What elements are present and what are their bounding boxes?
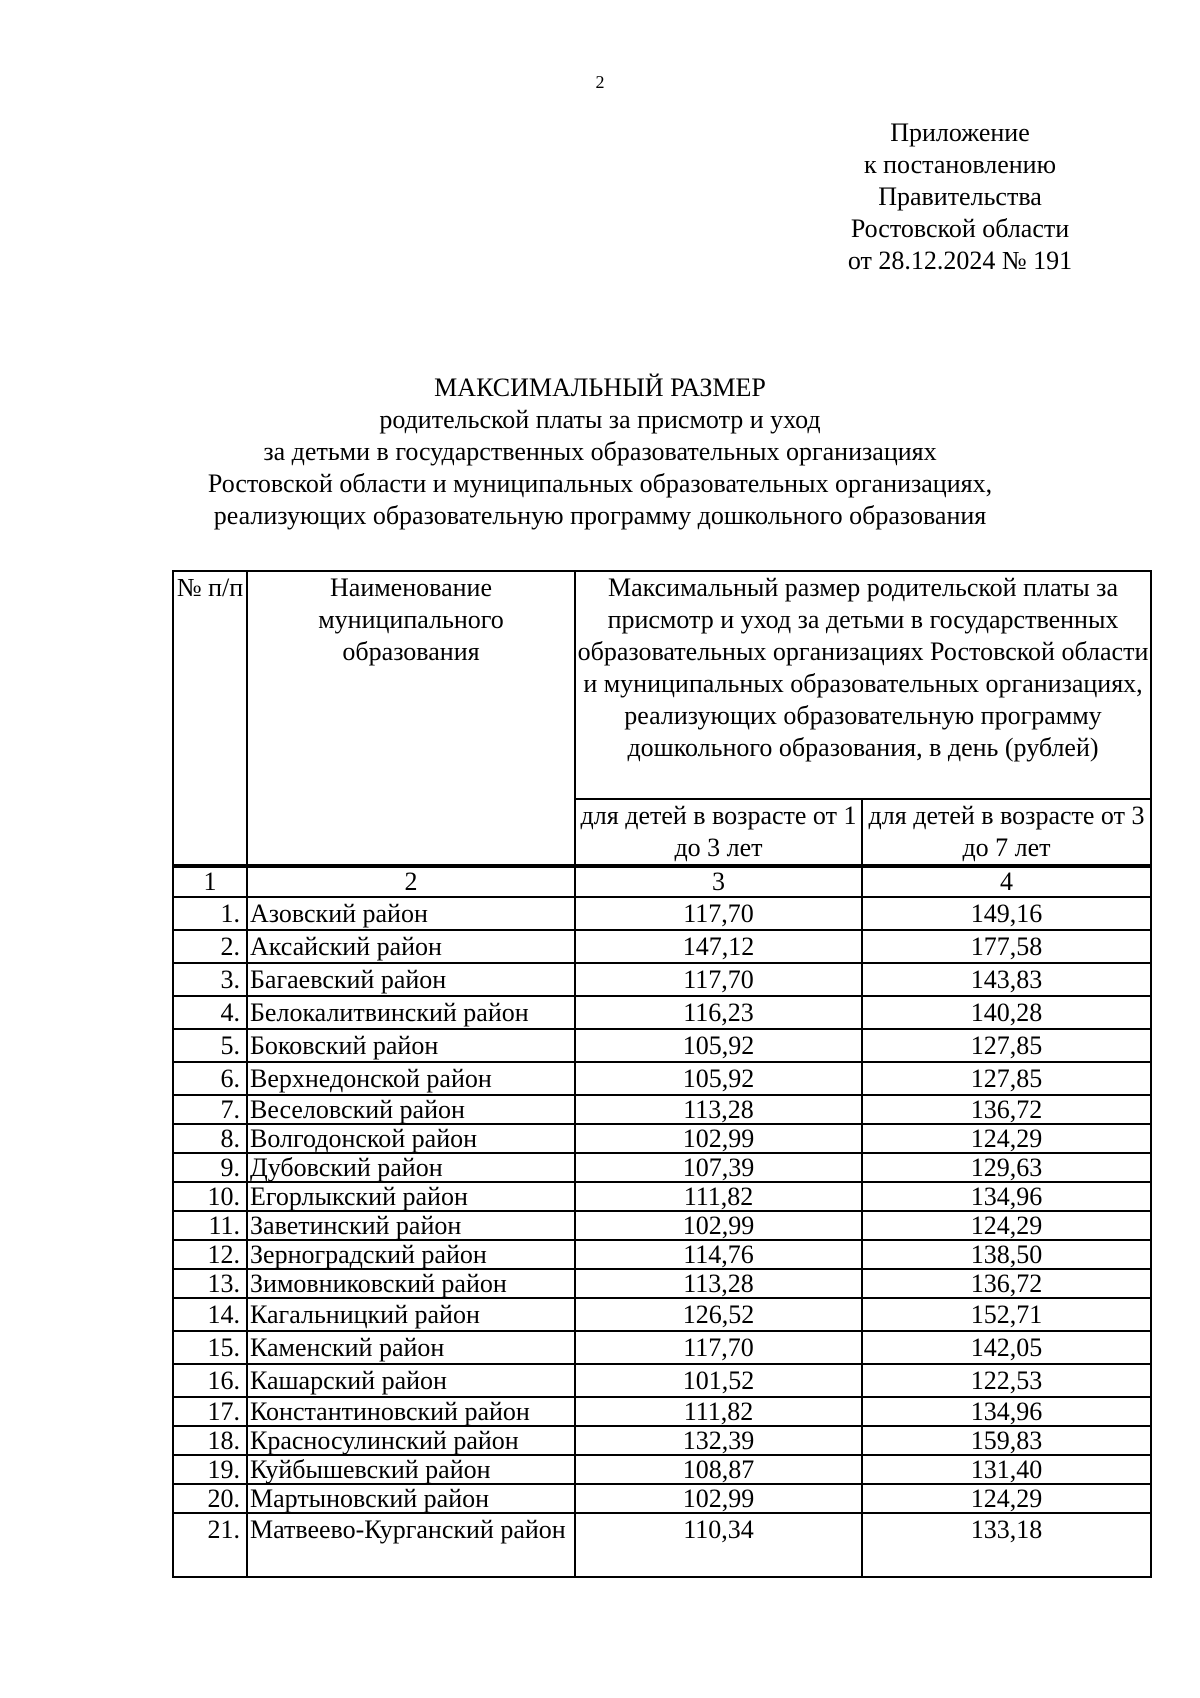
row-number: 8.: [173, 1124, 247, 1153]
table-row: [173, 1484, 1151, 1513]
row-number: 5.: [173, 1029, 247, 1062]
fee-age-1-3: 102,99: [575, 1211, 862, 1240]
fee-age-1-3: 101,52: [575, 1364, 862, 1397]
municipality-name: Веселовский район: [247, 1095, 575, 1124]
title-line: Ростовской области и муниципальных образовательных организациях,: [207, 469, 993, 498]
fee-age-3-7: 127,85: [862, 1029, 1151, 1062]
column-number: 4: [862, 866, 1151, 897]
fee-age-1-3: 147,12: [575, 930, 862, 963]
municipality-name: Азовский район: [247, 897, 575, 930]
title-line: реализующих образовательную программу дошкольного образования: [213, 501, 987, 530]
fee-age-3-7: 124,29: [862, 1124, 1151, 1153]
municipality-name: Волгодонской район: [247, 1124, 575, 1153]
fee-age-3-7: 136,72: [862, 1095, 1151, 1124]
fee-age-3-7: 138,50: [862, 1240, 1151, 1269]
fee-age-3-7: 124,29: [862, 1211, 1151, 1240]
document-title: [150, 372, 1050, 532]
fee-age-1-3: 113,28: [575, 1095, 862, 1124]
fee-age-1-3: 108,87: [575, 1455, 862, 1484]
row-number: 13.: [173, 1269, 247, 1298]
row-number: 18.: [173, 1426, 247, 1455]
municipality-name: Кашарский район: [247, 1364, 575, 1397]
fee-age-1-3: 111,82: [575, 1182, 862, 1211]
row-number: 9.: [173, 1153, 247, 1182]
fee-age-3-7: 122,53: [862, 1364, 1151, 1397]
header-number: № п/п: [173, 571, 247, 866]
table-row: [173, 1153, 1151, 1182]
row-number: 15.: [173, 1331, 247, 1364]
fee-age-3-7: 149,16: [862, 897, 1151, 930]
row-number: 7.: [173, 1095, 247, 1124]
row-number: 19.: [173, 1455, 247, 1484]
row-number: 3.: [173, 963, 247, 996]
fee-age-1-3: 116,23: [575, 996, 862, 1029]
municipality-name: Матвеево-Курганский район: [247, 1513, 575, 1577]
fee-age-3-7: 127,85: [862, 1062, 1151, 1095]
column-number: 2: [247, 866, 575, 897]
fee-age-3-7: 140,28: [862, 996, 1151, 1029]
fee-age-1-3: 117,70: [575, 1331, 862, 1364]
fee-age-1-3: 107,39: [575, 1153, 862, 1182]
fee-age-3-7: 159,83: [862, 1426, 1151, 1455]
fee-age-3-7: 143,83: [862, 963, 1151, 996]
municipality-name: Кагальницкий район: [247, 1298, 575, 1331]
title-line: за детьми в государственных образовательных организациях: [263, 437, 937, 466]
appendix-line: Правительства: [878, 182, 1042, 211]
table-row: [173, 1397, 1151, 1426]
municipality-name: Зимовниковский район: [247, 1269, 575, 1298]
row-number: 6.: [173, 1062, 247, 1095]
fee-age-1-3: 132,39: [575, 1426, 862, 1455]
row-number: 17.: [173, 1397, 247, 1426]
table-row: [173, 1182, 1151, 1211]
row-number: 1.: [173, 897, 247, 930]
municipality-name: Мартыновский район: [247, 1484, 575, 1513]
municipality-name: Багаевский район: [247, 963, 575, 996]
row-number: 10.: [173, 1182, 247, 1211]
fee-age-1-3: 105,92: [575, 1062, 862, 1095]
row-number: 16.: [173, 1364, 247, 1397]
title-line: родительской платы за присмотр и уход: [379, 405, 821, 434]
fee-age-3-7: 134,96: [862, 1182, 1151, 1211]
fees-table: [172, 570, 1152, 1578]
table-row: [173, 1269, 1151, 1298]
municipality-name: Константиновский район: [247, 1397, 575, 1426]
fee-age-3-7: 152,71: [862, 1298, 1151, 1331]
municipality-name: Верхнедонской район: [247, 1062, 575, 1095]
row-number: 12.: [173, 1240, 247, 1269]
municipality-name: Заветинский район: [247, 1211, 575, 1240]
fee-age-3-7: 142,05: [862, 1331, 1151, 1364]
row-number: 2.: [173, 930, 247, 963]
fee-age-1-3: 102,99: [575, 1124, 862, 1153]
municipality-name: Аксайский район: [247, 930, 575, 963]
fee-age-1-3: 110,34: [575, 1513, 862, 1577]
fee-age-1-3: 114,76: [575, 1240, 862, 1269]
fee-age-3-7: 134,96: [862, 1397, 1151, 1426]
municipality-name: Егорлыкский район: [247, 1182, 575, 1211]
fee-age-1-3: 117,70: [575, 897, 862, 930]
fee-age-3-7: 124,29: [862, 1484, 1151, 1513]
table-row: [173, 1513, 1151, 1577]
appendix-line: Ростовской области: [850, 214, 1070, 243]
municipality-name: Белокалитвинский район: [247, 996, 575, 1029]
header-age-3-7: для детей в возрасте от 3 до 7 лет: [862, 799, 1151, 866]
table-row: [173, 1364, 1151, 1397]
header-max-fee: Максимальный размер родительской платы за присмотр и уход за детьми в государственных образовательных организациях Ростовской области и муниципальных образовательных организациях, реализующих образовательную программу дошкольного образования, в день (рублей): [575, 571, 1151, 799]
fee-age-1-3: 117,70: [575, 963, 862, 996]
fee-age-1-3: 126,52: [575, 1298, 862, 1331]
appendix-line: Приложение: [890, 118, 1030, 147]
fee-age-1-3: 113,28: [575, 1269, 862, 1298]
table-row: [173, 963, 1151, 996]
title-line: МАКСИМАЛЬНЫЙ РАЗМЕР: [434, 373, 766, 402]
table-row: [173, 1124, 1151, 1153]
table-row: [173, 1240, 1151, 1269]
municipality-name: Зерноградский район: [247, 1240, 575, 1269]
column-number: 1: [173, 866, 247, 897]
municipality-name: Красносулинский район: [247, 1426, 575, 1455]
row-number: 21.: [173, 1513, 247, 1577]
column-number-row: [173, 866, 1151, 897]
fee-age-1-3: 111,82: [575, 1397, 862, 1426]
table-row: [173, 1331, 1151, 1364]
fee-age-1-3: 105,92: [575, 1029, 862, 1062]
table-row: [173, 930, 1151, 963]
appendix-line: к постановлению: [863, 150, 1057, 179]
header-age-1-3: для детей в возрасте от 1 до 3 лет: [575, 799, 862, 866]
row-number: 20.: [173, 1484, 247, 1513]
page-number: 2: [595, 72, 605, 92]
table-row: [173, 1455, 1151, 1484]
fee-age-3-7: 129,63: [862, 1153, 1151, 1182]
fee-age-3-7: 133,18: [862, 1513, 1151, 1577]
table-row: [173, 897, 1151, 930]
appendix-block: [800, 117, 1120, 277]
header-municipality: Наименование муниципального образования: [247, 571, 575, 866]
table-row: [173, 1029, 1151, 1062]
table-row: [173, 1426, 1151, 1455]
fee-age-3-7: 131,40: [862, 1455, 1151, 1484]
row-number: 11.: [173, 1211, 247, 1240]
municipality-name: Боковский район: [247, 1029, 575, 1062]
row-number: 4.: [173, 996, 247, 1029]
fee-age-3-7: 177,58: [862, 930, 1151, 963]
municipality-name: Куйбышевский район: [247, 1455, 575, 1484]
row-number: 14.: [173, 1298, 247, 1331]
table-row: [173, 996, 1151, 1029]
fee-age-1-3: 102,99: [575, 1484, 862, 1513]
column-number: 3: [575, 866, 862, 897]
appendix-line: от 28.12.2024 № 191: [847, 246, 1073, 275]
municipality-name: Дубовский район: [247, 1153, 575, 1182]
table-row: [173, 1062, 1151, 1095]
table-row: [173, 1211, 1151, 1240]
table-row: [173, 1095, 1151, 1124]
table-row: [173, 1298, 1151, 1331]
fee-age-3-7: 136,72: [862, 1269, 1151, 1298]
municipality-name: Каменский район: [247, 1331, 575, 1364]
